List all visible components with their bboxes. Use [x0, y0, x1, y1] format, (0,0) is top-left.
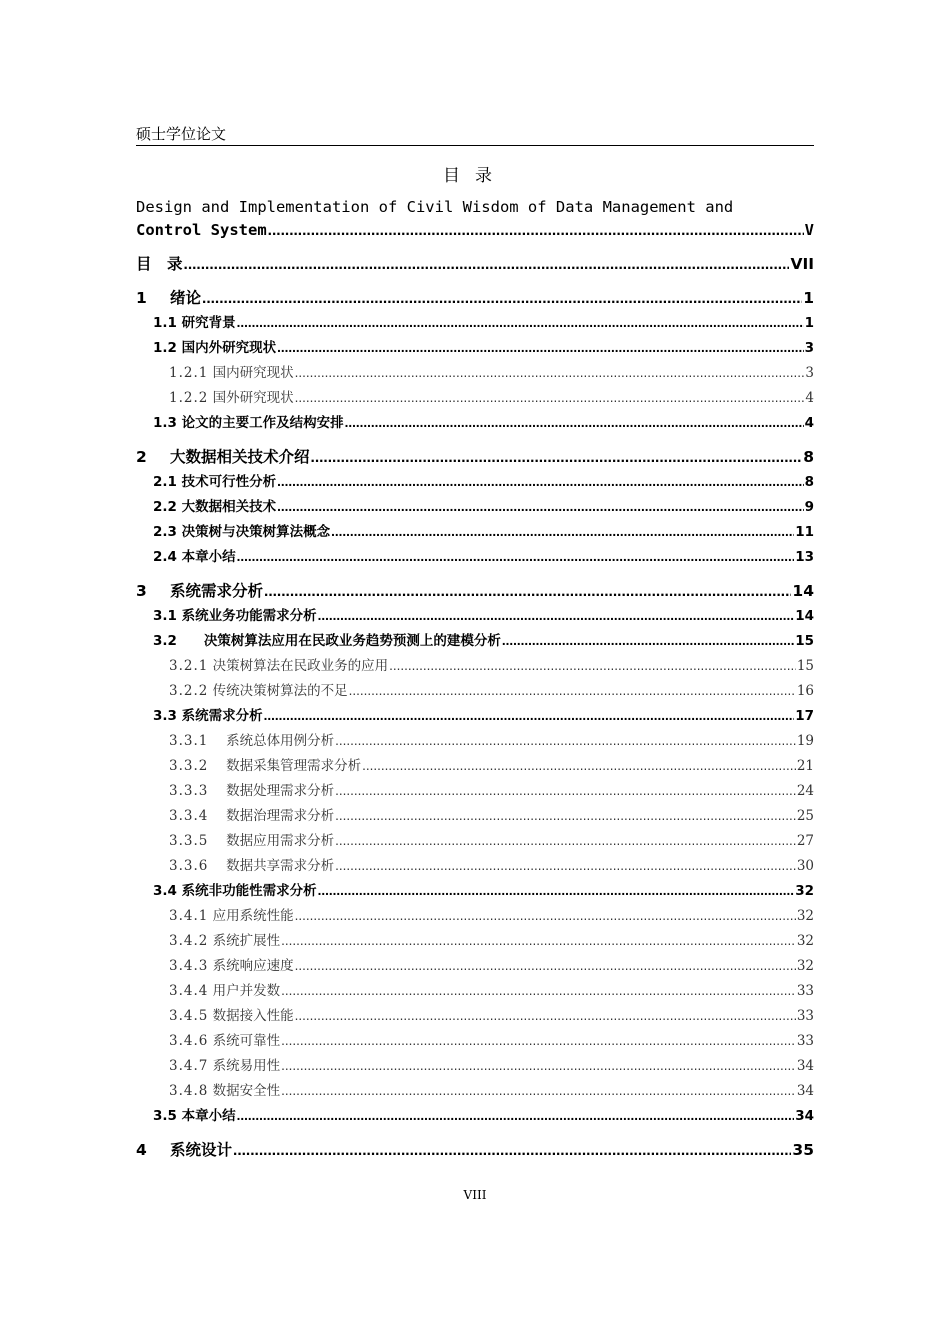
subsection-title: 应用系统性能	[212, 908, 294, 924]
chapter-number: 3	[136, 582, 147, 600]
section-title: 3.2 决策树算法应用在民政业务趋势预测上的建模分析	[153, 633, 501, 649]
toc-entry-label	[169, 361, 294, 386]
section-title: 1.2 国内外研究现状	[153, 340, 277, 356]
subsection-title: 数据接入性能	[212, 1008, 294, 1024]
section-title: 2.4 本章小结	[153, 549, 236, 565]
page-number: 34	[796, 1058, 814, 1074]
toc-entry-label	[169, 779, 334, 804]
dot-leader	[318, 878, 795, 903]
toc-title: 目录	[443, 166, 507, 186]
toc-subsection[interactable]	[136, 953, 814, 978]
page-number: 32	[796, 933, 814, 949]
section-title: 3.4 系统非功能性需求分析	[153, 883, 317, 899]
page-number: 21	[796, 758, 814, 774]
section-title: 2.2 大数据相关技术	[153, 499, 277, 515]
subsection-title: 国内研究现状	[212, 365, 294, 381]
chapter-title: 系统需求分析	[170, 582, 264, 600]
page-number: VII	[790, 255, 814, 273]
toc-entry-label	[169, 1004, 294, 1029]
toc-entry-label	[169, 904, 294, 929]
toc-entry-label	[169, 929, 280, 954]
dot-leader	[295, 1003, 796, 1028]
page-number: 34	[796, 1083, 814, 1099]
toc-entry-label	[153, 629, 501, 654]
english-title-line2	[136, 219, 814, 242]
page-number: 15	[796, 658, 814, 674]
toc-subsection[interactable]	[136, 753, 814, 778]
table-of-contents	[136, 196, 814, 1162]
section-title: 2.1 技术可行性分析	[153, 474, 277, 490]
page-number: 30	[796, 858, 814, 874]
toc-subsection[interactable]	[136, 360, 814, 385]
chapter-title: 系统设计	[170, 1141, 233, 1159]
dot-leader	[277, 335, 803, 360]
toc-entry-label	[169, 386, 294, 411]
toc-entry-mulu[interactable]	[136, 252, 814, 276]
toc-entry-label	[136, 286, 201, 310]
page-number: 33	[796, 1033, 814, 1049]
dot-leader	[237, 310, 804, 335]
dot-leader	[311, 446, 803, 470]
subsection-title: 数据治理需求分析	[212, 808, 335, 824]
toc-entry-label	[153, 704, 263, 729]
toc-entry-label	[169, 1079, 280, 1104]
section-title: 3.1 系统业务功能需求分析	[153, 608, 317, 624]
section-title: 3.3 系统需求分析	[153, 708, 263, 724]
toc-entry-label	[153, 604, 317, 629]
toc-body	[136, 286, 814, 1162]
toc-entry-label	[169, 829, 334, 854]
subsection-number: 3.4.1	[169, 908, 209, 924]
english-title-line2-label: Control System	[136, 221, 267, 239]
chapter-title: 绪论	[170, 289, 202, 307]
subsection-title: 传统决策树算法的不足	[212, 683, 348, 699]
toc-subsection[interactable]	[136, 385, 814, 410]
dot-leader	[318, 603, 795, 628]
page-number: 14	[792, 582, 814, 600]
toc-subsection[interactable]	[136, 1003, 814, 1028]
subsection-number: 3.3.3	[169, 783, 209, 799]
dot-leader	[277, 494, 803, 519]
toc-entry-label	[169, 979, 280, 1004]
toc-section[interactable]	[136, 603, 814, 628]
dot-leader	[295, 903, 796, 928]
toc-entry-label	[153, 1104, 236, 1129]
subsection-title: 国外研究现状	[212, 390, 294, 406]
dot-leader	[345, 410, 804, 435]
page-number: 1	[804, 315, 814, 331]
dot-leader	[233, 1139, 791, 1163]
page-number: 1	[803, 289, 814, 307]
page-number: 32	[796, 908, 814, 924]
toc-entry-label	[169, 954, 294, 979]
page-number: 33	[796, 983, 814, 999]
page-number: 11	[795, 524, 814, 540]
toc-entry-label	[169, 679, 348, 704]
toc-chapter-3[interactable]	[136, 579, 814, 603]
subsection-title: 系统总体用例分析	[212, 733, 335, 749]
page-number: 16	[796, 683, 814, 699]
toc-entry-label	[153, 879, 317, 904]
dot-leader	[335, 828, 796, 853]
subsection-number: 3.2.2	[169, 683, 209, 699]
toc-entry-label: 目 录	[136, 255, 183, 273]
section-title: 2.3 决策树与决策树算法概念	[153, 524, 331, 540]
subsection-title: 数据安全性	[212, 1083, 281, 1099]
toc-entry-label	[136, 1138, 232, 1162]
subsection-title: 数据处理需求分析	[212, 783, 335, 799]
toc-entry-label	[153, 311, 236, 336]
toc-section[interactable]	[136, 703, 814, 728]
subsection-number: 1.2.1	[169, 365, 209, 381]
page-number: 4	[804, 415, 814, 431]
dot-leader	[362, 753, 796, 778]
toc-entry-label	[153, 495, 276, 520]
toc-entry-label	[169, 729, 334, 754]
toc-section[interactable]	[136, 1103, 814, 1128]
subsection-title: 决策树算法在民政业务的应用	[212, 658, 389, 674]
toc-section[interactable]	[136, 544, 814, 569]
toc-entry-english-abstract[interactable]	[136, 196, 814, 242]
dot-leader	[389, 653, 796, 678]
page-number: 9	[804, 499, 814, 515]
toc-subsection[interactable]	[136, 1053, 814, 1078]
dot-leader	[184, 253, 790, 277]
subsection-number: 3.4.7	[169, 1058, 209, 1074]
subsection-number: 3.3.2	[169, 758, 209, 774]
toc-subsection[interactable]	[136, 803, 814, 828]
english-title-line1: Design and Implementation of Civil Wisdom of Data Management and	[136, 198, 734, 216]
toc-entry-label	[169, 804, 334, 829]
page-number: 33	[796, 1008, 814, 1024]
dot-leader	[502, 628, 794, 653]
toc-entry-label	[153, 545, 236, 570]
toc-subsection[interactable]	[136, 728, 814, 753]
subsection-title: 系统扩展性	[212, 933, 281, 949]
dot-leader	[281, 928, 796, 953]
dot-leader	[281, 1028, 796, 1053]
page-number: 3	[805, 365, 814, 381]
dot-leader	[281, 1053, 796, 1078]
toc-subsection[interactable]	[136, 1078, 814, 1103]
toc-subsection[interactable]	[136, 828, 814, 853]
subsection-title: 数据共享需求分析	[212, 858, 335, 874]
dot-leader	[335, 728, 796, 753]
subsection-number: 3.3.5	[169, 833, 209, 849]
page-number: 25	[796, 808, 814, 824]
subsection-number: 3.3.4	[169, 808, 209, 824]
page-number: V	[804, 221, 814, 239]
toc-subsection[interactable]	[136, 653, 814, 678]
subsection-title: 系统可靠性	[212, 1033, 281, 1049]
toc-entry-label	[153, 336, 276, 361]
dot-leader	[349, 678, 796, 703]
page-number: 35	[792, 1141, 814, 1159]
toc-subsection[interactable]	[136, 903, 814, 928]
subsection-title: 数据采集管理需求分析	[212, 758, 362, 774]
toc-chapter-1[interactable]	[136, 286, 814, 310]
toc-section[interactable]	[136, 310, 814, 335]
subsection-title: 系统易用性	[212, 1058, 281, 1074]
toc-entry-label	[169, 754, 361, 779]
dot-leader	[237, 1103, 795, 1128]
toc-subsection[interactable]	[136, 853, 814, 878]
section-title: 3.5 本章小结	[153, 1108, 236, 1124]
toc-subsection[interactable]	[136, 978, 814, 1003]
subsection-number: 3.2.1	[169, 658, 209, 674]
toc-entry-label	[136, 445, 310, 469]
toc-section[interactable]	[136, 628, 814, 653]
chapter-number: 1	[136, 289, 147, 307]
dot-leader	[295, 953, 796, 978]
toc-entry-label	[153, 520, 330, 545]
dot-leader	[264, 580, 791, 604]
dot-leader	[281, 1078, 796, 1103]
subsection-number: 3.4.6	[169, 1033, 209, 1049]
page-footer-number: VIII	[463, 1188, 487, 1202]
toc-subsection[interactable]	[136, 778, 814, 803]
dot-leader	[295, 360, 805, 385]
dot-leader	[268, 219, 804, 242]
toc-subsection[interactable]	[136, 1028, 814, 1053]
page-number: 27	[796, 833, 814, 849]
page-number: 15	[795, 633, 814, 649]
subsection-number: 3.4.2	[169, 933, 209, 949]
page-number: 32	[795, 883, 814, 899]
subsection-number: 3.4.3	[169, 958, 209, 974]
subsection-number: 1.2.2	[169, 390, 209, 406]
dot-leader	[281, 978, 796, 1003]
section-title: 1.3 论文的主要工作及结构安排	[153, 415, 344, 431]
toc-chapter-2[interactable]	[136, 445, 814, 469]
subsection-number: 3.3.1	[169, 733, 209, 749]
page-number: 34	[795, 1108, 814, 1124]
subsection-number: 3.3.6	[169, 858, 209, 874]
subsection-title: 数据应用需求分析	[212, 833, 335, 849]
chapter-number: 4	[136, 1141, 147, 1159]
toc-entry-label	[153, 470, 276, 495]
toc-entry-label	[136, 579, 263, 603]
page-number: 32	[796, 958, 814, 974]
dot-leader	[335, 778, 796, 803]
dot-leader	[335, 853, 796, 878]
subsection-title: 用户并发数	[212, 983, 281, 999]
page-number: 8	[804, 474, 814, 490]
toc-section[interactable]	[136, 410, 814, 435]
dot-leader	[264, 703, 795, 728]
chapter-title: 大数据相关技术介绍	[170, 448, 310, 466]
dot-leader	[202, 287, 802, 311]
dot-leader	[237, 544, 795, 569]
chapter-number: 2	[136, 448, 147, 466]
toc-entry-label	[169, 1029, 280, 1054]
running-header: 硕士学位论文	[136, 124, 814, 146]
dot-leader	[335, 803, 796, 828]
toc-subsection[interactable]	[136, 678, 814, 703]
page-number: 8	[803, 448, 814, 466]
page-number: 17	[795, 708, 814, 724]
toc-section[interactable]	[136, 519, 814, 544]
page-number: 24	[796, 783, 814, 799]
toc-chapter-4[interactable]	[136, 1138, 814, 1162]
subsection-number: 3.4.4	[169, 983, 209, 999]
subsection-title: 系统响应速度	[212, 958, 294, 974]
toc-entry-label	[169, 854, 334, 879]
toc-entry-label	[153, 411, 344, 436]
page-number: 19	[796, 733, 814, 749]
subsection-number: 3.4.5	[169, 1008, 209, 1024]
toc-section[interactable]	[136, 494, 814, 519]
dot-leader	[277, 469, 803, 494]
dot-leader	[331, 519, 794, 544]
page-number: 13	[795, 549, 814, 565]
toc-entry-label	[169, 654, 388, 679]
page-number: 14	[795, 608, 814, 624]
page-number: 4	[805, 390, 814, 406]
dot-leader	[295, 385, 805, 410]
toc-section[interactable]	[136, 335, 814, 360]
subsection-number: 3.4.8	[169, 1083, 209, 1099]
toc-section[interactable]	[136, 469, 814, 494]
toc-subsection[interactable]	[136, 928, 814, 953]
section-title: 1.1 研究背景	[153, 315, 236, 331]
page-number: 3	[804, 340, 814, 356]
toc-section[interactable]	[136, 878, 814, 903]
toc-entry-label	[169, 1054, 280, 1079]
